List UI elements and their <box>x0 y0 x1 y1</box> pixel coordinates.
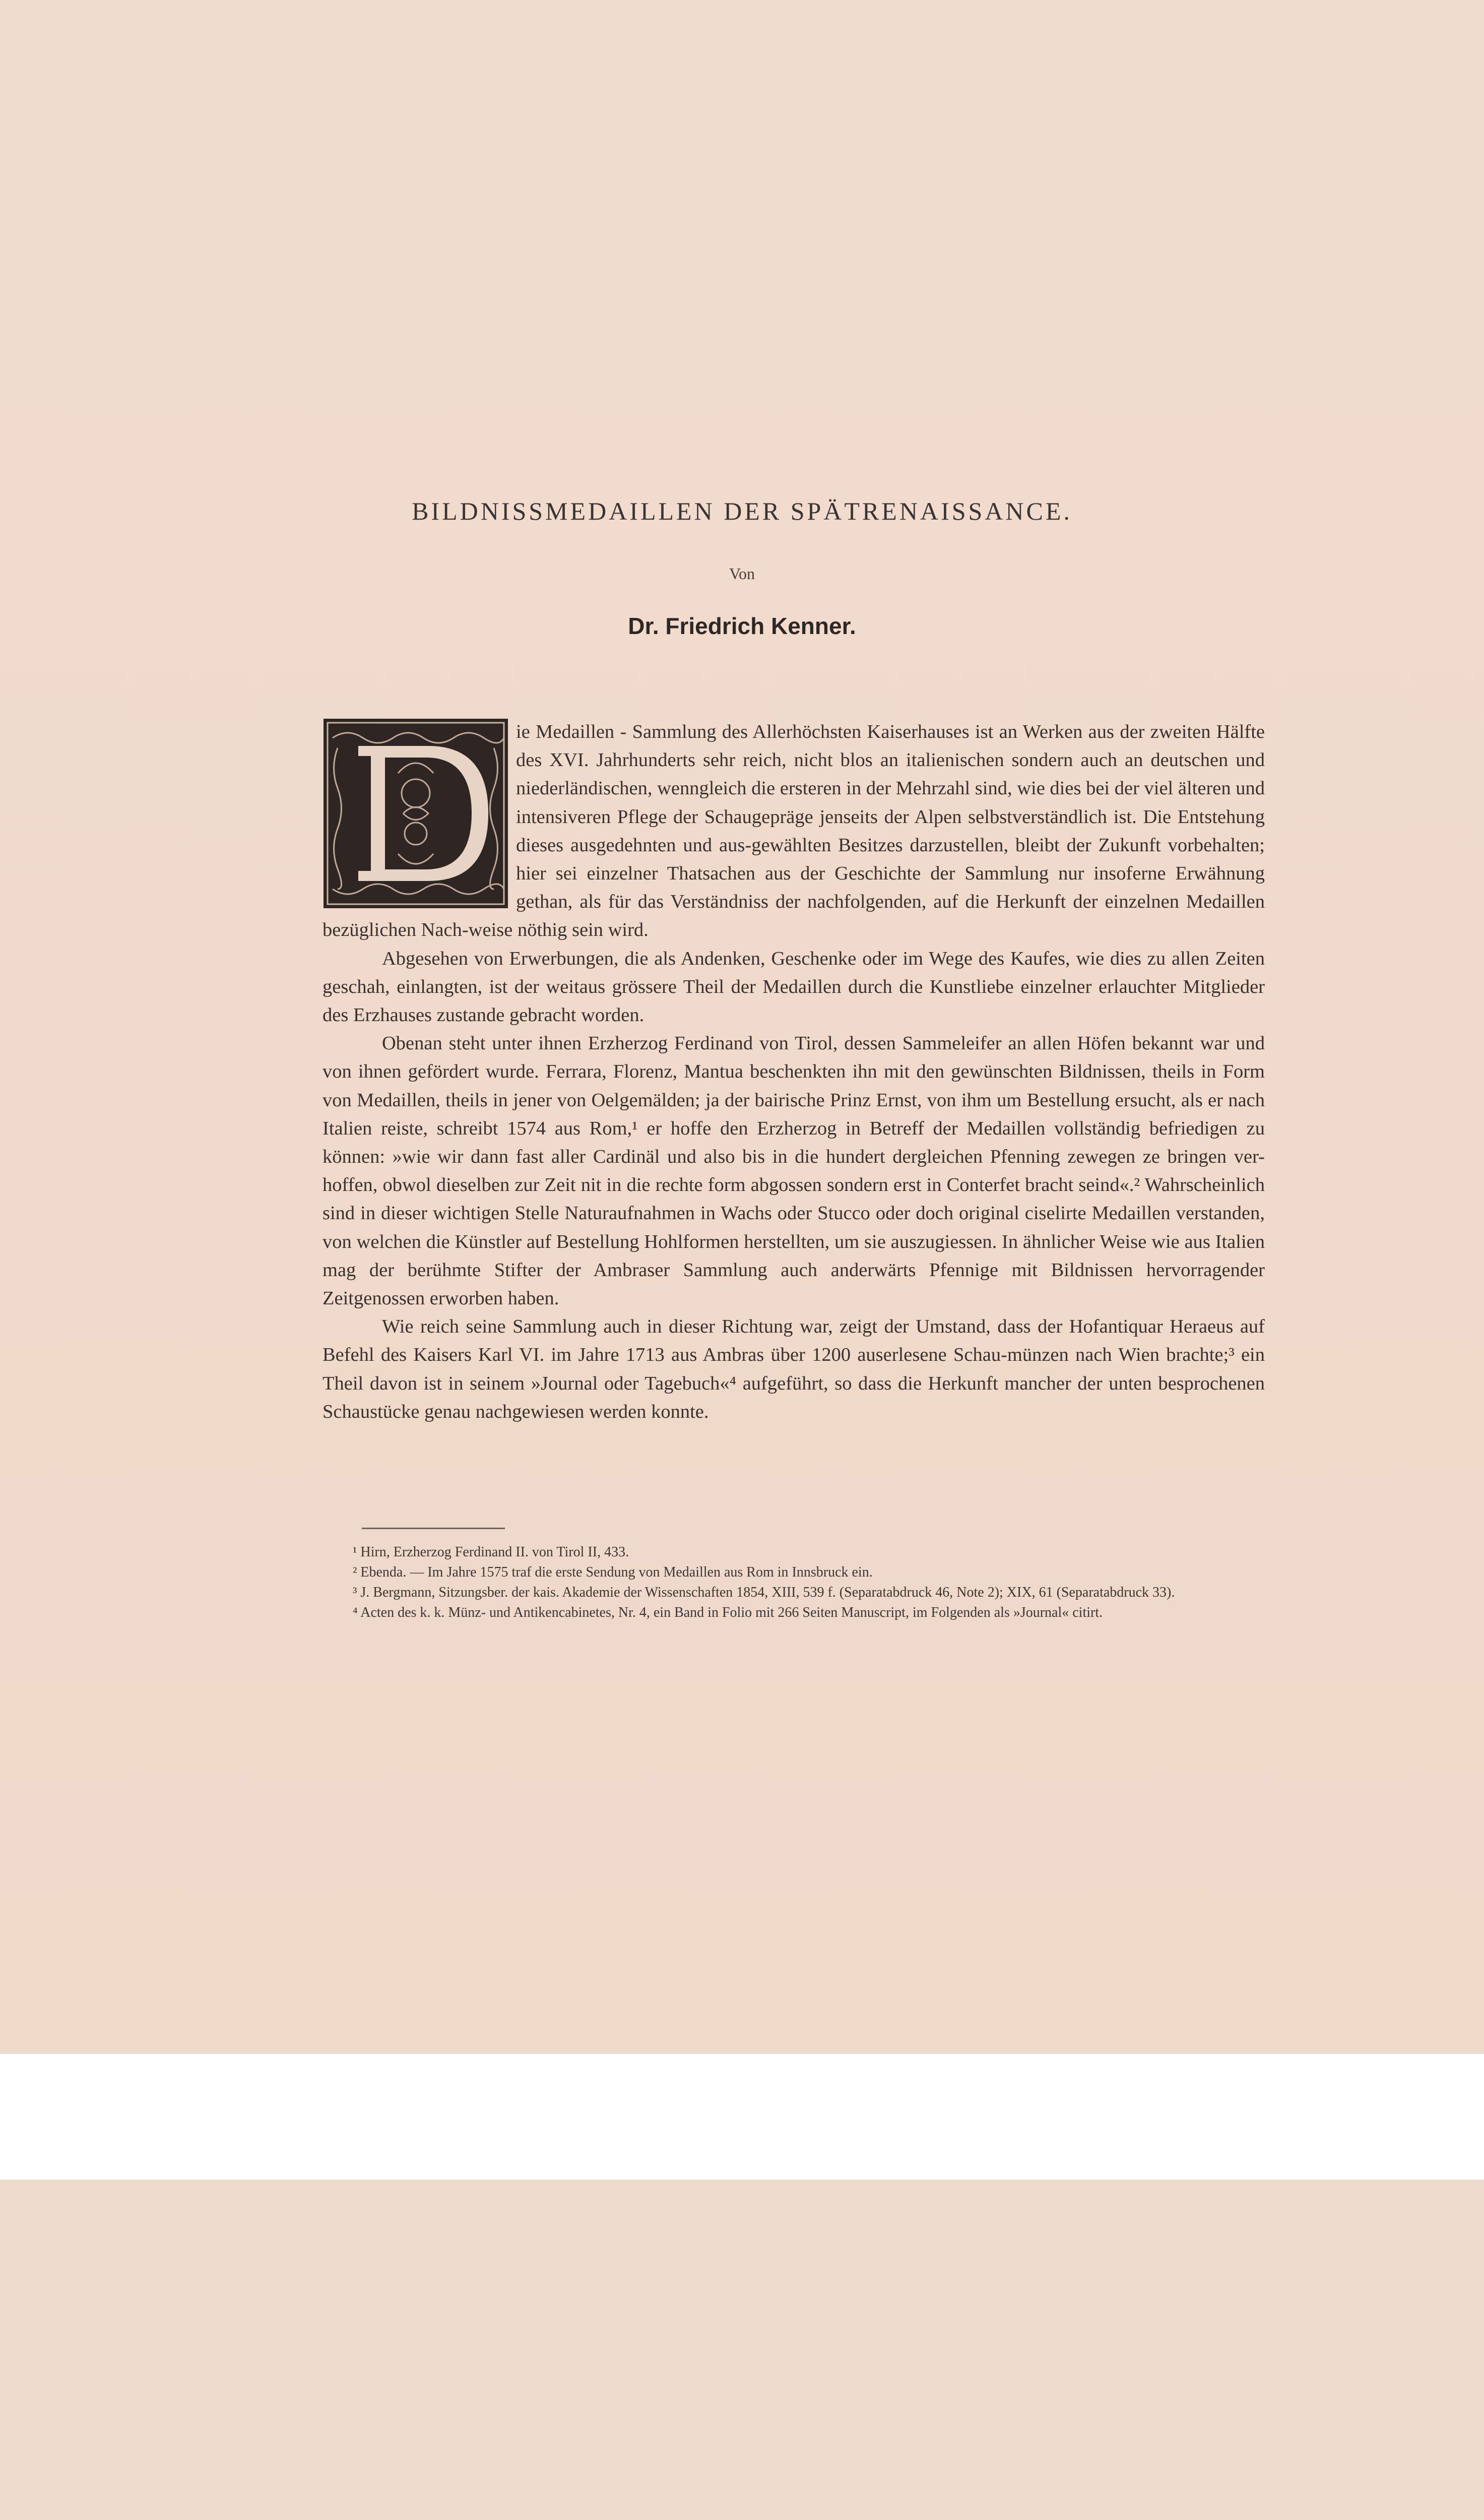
paragraph-1: ie Medaillen - Sammlung des Allerhöchsten Kaiserhauses ist an Werken aus der zweiten Hälfte des XVI. Jahrhunderts sehr reich, nicht blos an italienischen sondern auch an deutschen und niederländischen, wenngleich die ersteren in der Mehrzahl sind, wie dies bei der viel älteren und intensiveren Pflege der Schaugepräge jenseits der Alpen selbstverständlich ist. Die Entstehung dieses ausgedehnten und aus-gewählten Besitzes darzustellen, bleibt der Zukunft vorbehalten; hier sei einzelner Thatsachen aus der Geschichte der Sammlung nur insoferne Erwähnung gethan, als für das Verständniss der nachfolgenden, auf die Herkunft der einzelnen Medaillen bezüglichen Nach-weise nöthig sein wird. <box>322 721 1265 941</box>
dropcap-letter: D <box>414 817 418 823</box>
footnote-2: ² Ebenda. — Im Jahre 1575 traf die erste Sendung von Medaillen aus Rom in Innsbruck ein. <box>353 1564 873 1580</box>
paragraph-3: Obenan steht unter ihnen Erzherzog Ferdinand von Tirol, dessen Sammeleifer an allen Höfen bekannt war und von ihnen gefördert wurde. Ferrara, Florenz, Mantua beschenkten ihn mit den gewünschten Bildnissen, theils in Form von Medaillen, theils in jener von Oelgemälden; ja der bairische Prinz Ernst, von ihm um Bestellung ersucht, als er nach Italien reiste, schreibt 1574 aus Rom,¹ er hoffe den Erzherzog in Betreff der Medaillen vollständig befriedigen zu können: »wie wir dann fast aller Cardinäl und also bis in die hundert dergleichen Pfenning zewegen ze bringen ver-hoffen, obwol dieselben zur Zeit nit in die rechte form abgossen sondern erst in Conterfet bracht seind«.² Wahrscheinlich sind in dieser wichtigen Stelle Naturaufnahmen in Wachs oder Stucco oder doch original ciselirte Medaillen verstanden, von welchen die Künstler auf Bestellung Hohlformen herstellten, um sie auszugiessen. In ähnlicher Weise wie aus Italien mag der berühmte Stifter der Ambraser Sammlung auch anderwärts Pfennige mit Bildnissen hervorragender Zeitgenossen erworben haben. <box>322 1033 1265 1309</box>
byline-prefix: Von <box>729 564 755 583</box>
paragraph-2: Abgesehen von Erwerbungen, die als Andenken, Geschenke oder im Wege des Kaufes, wie dies zu allen Zeiten geschah, einlangten, ist der weitaus grössere Theil der Medaillen durch die Kunstliebe einzelner erlauchter Mitglieder des Erzhauses zustande gebracht worden. <box>322 948 1265 1026</box>
article-title: BILDNISSMEDAILLEN DER SPÄTRENAISSANCE. <box>412 497 1072 525</box>
footnote-3: ³ J. Bergmann, Sitzungsber. der kais. Akademie der Wissenschaften 1854, XIII, 539 f. (Separatabdruck 46, Note 2); XIX, 61 (Separatabdruck 33). <box>353 1585 1175 1600</box>
ornamental-initial-d-icon <box>322 718 509 909</box>
paragraph-4: Wie reich seine Sammlung auch in dieser Richtung war, zeigt der Umstand, dass der Hofantiquar Heraeus auf Befehl des Kaisers Karl VI. im Jahre 1713 aus Ambras über 1200 auserlesene Schau-münzen nach Wien brachte;³ ein Theil davon ist in seinem »Journal oder Tagebuch«⁴ aufgeführt, so dass die Herkunft mancher der unten besprochenen Schaustücke genau nachgewiesen werden konnte. <box>322 1316 1265 1422</box>
footnote-4: ⁴ Acten des k. k. Münz- und Antikencabinetes, Nr. 4, ein Band in Folio mit 266 Seiten Manuscript, im Folgenden als »Journal« citirt. <box>353 1605 1103 1620</box>
author-name: Dr. Friedrich Kenner. <box>628 613 856 639</box>
footnote-1: ¹ Hirn, Erzherzog Ferdinand II. von Tirol II, 433. <box>353 1544 629 1560</box>
digitization-footer <box>0 2054 1484 2180</box>
footnote-divider <box>362 1528 505 1529</box>
footnotes <box>322 1542 1265 1623</box>
article-body <box>322 718 1265 1426</box>
